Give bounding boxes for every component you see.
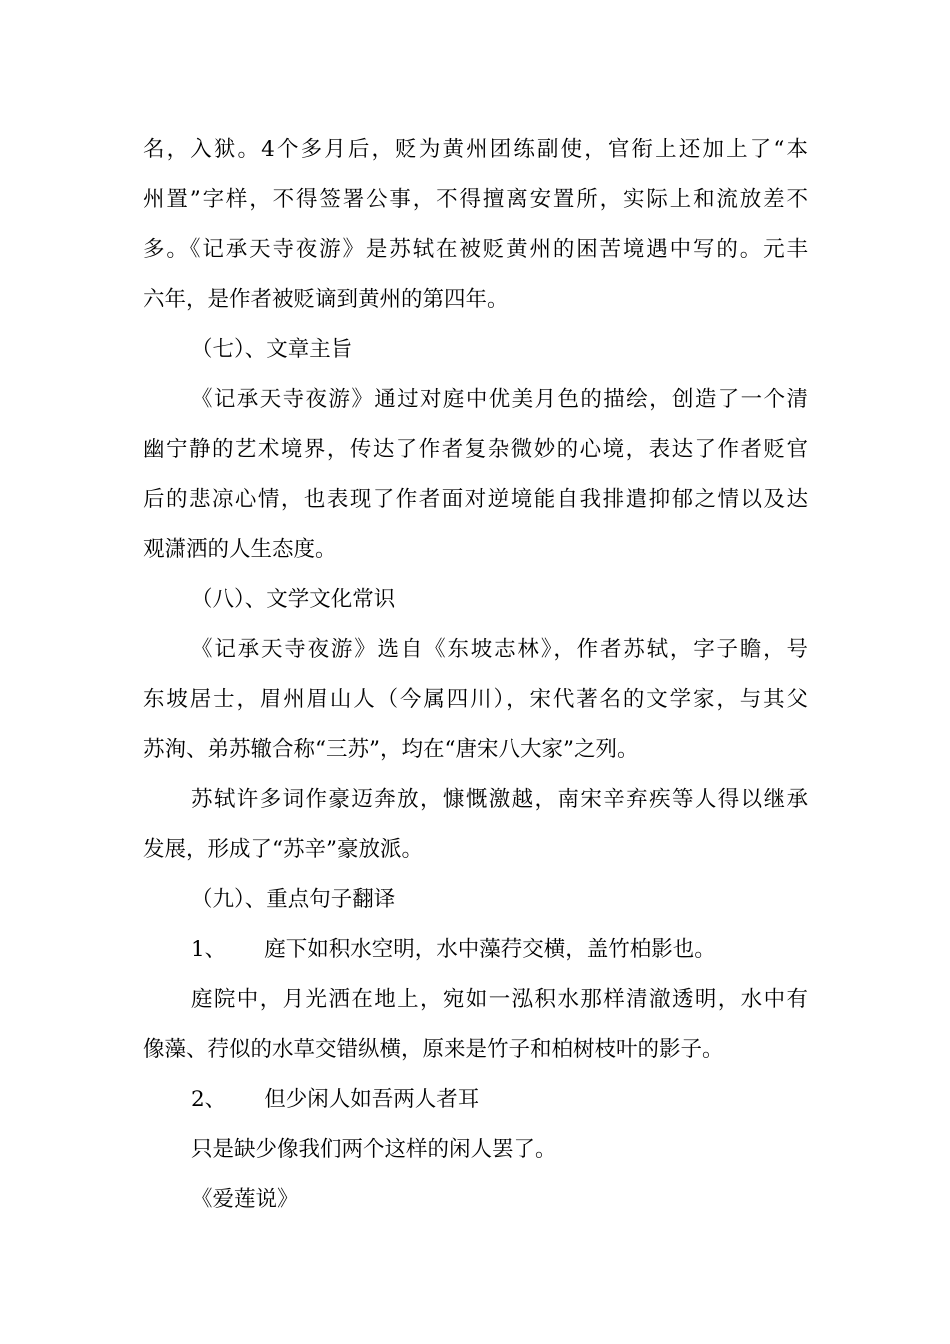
paragraph-first-line: 《记承天寺夜游》通过对庭中优美月色的描绘，创造了一个清 — [191, 387, 808, 412]
section-heading: （八）、文学文化常识 — [191, 587, 396, 612]
item-text: 但少闲人如吾两人者耳 — [264, 1087, 480, 1112]
section-title: 《爱莲说》 — [191, 1187, 299, 1212]
text-line: 多。《记承天寺夜游》是苏轼在被贬黄州的困苦境遇中写的。元丰 — [143, 237, 808, 262]
text-line: 发展，形成了“苏辛”豪放派。 — [143, 837, 423, 862]
section-heading: （九）、重点句子翻译 — [191, 887, 396, 912]
text-line: 观潇洒的人生态度。 — [143, 537, 337, 562]
item-text: 庭下如积水空明，水中藻荇交横，盖竹柏影也。 — [264, 937, 716, 962]
paragraph-first-line: 庭院中，月光洒在地上，宛如一泓积水那样清澈透明，水中有 — [191, 987, 808, 1012]
text-line: 六年，是作者被贬谪到黄州的第四年。 — [143, 287, 509, 312]
text-line: 苏洵、弟苏辙合称“三苏”，均在“唐宋八大家”之列。 — [143, 737, 639, 762]
text-line: 像藻、荇似的水草交错纵横，原来是竹子和柏树枝叶的影子。 — [143, 1037, 724, 1062]
text-line: 名，入狱。4个多月后，贬为黄州团练副使，官衔上还加上了“本 — [143, 137, 808, 162]
section-heading: （七）、文章主旨 — [191, 337, 353, 362]
text-line: 后的悲凉心情，也表现了作者面对逆境能自我排遣抑郁之情以及达 — [143, 487, 808, 512]
text-line: 幽宁静的艺术境界，传达了作者复杂微妙的心境，表达了作者贬官 — [143, 437, 808, 462]
numbered-sentence — [191, 930, 808, 970]
text-line: 东坡居士，眉州眉山人（今属四川），宋代著名的文学家，与其父 — [143, 687, 808, 712]
item-number: 1、 — [191, 937, 227, 962]
paragraph-first-line: 《记承天寺夜游》选自《东坡志林》，作者苏轼，字子瞻，号 — [191, 637, 808, 662]
numbered-sentence — [191, 1080, 808, 1120]
text-line: 只是缺少像我们两个这样的闲人罢了。 — [191, 1137, 557, 1162]
paragraph-first-line: 苏轼许多词作豪迈奔放，慷慨激越，南宋辛弃疾等人得以继承 — [191, 787, 808, 812]
text-line: 州置”字样，不得签署公事，不得擅离安置所，实际上和流放差不 — [143, 187, 808, 212]
item-number: 2、 — [191, 1087, 227, 1112]
